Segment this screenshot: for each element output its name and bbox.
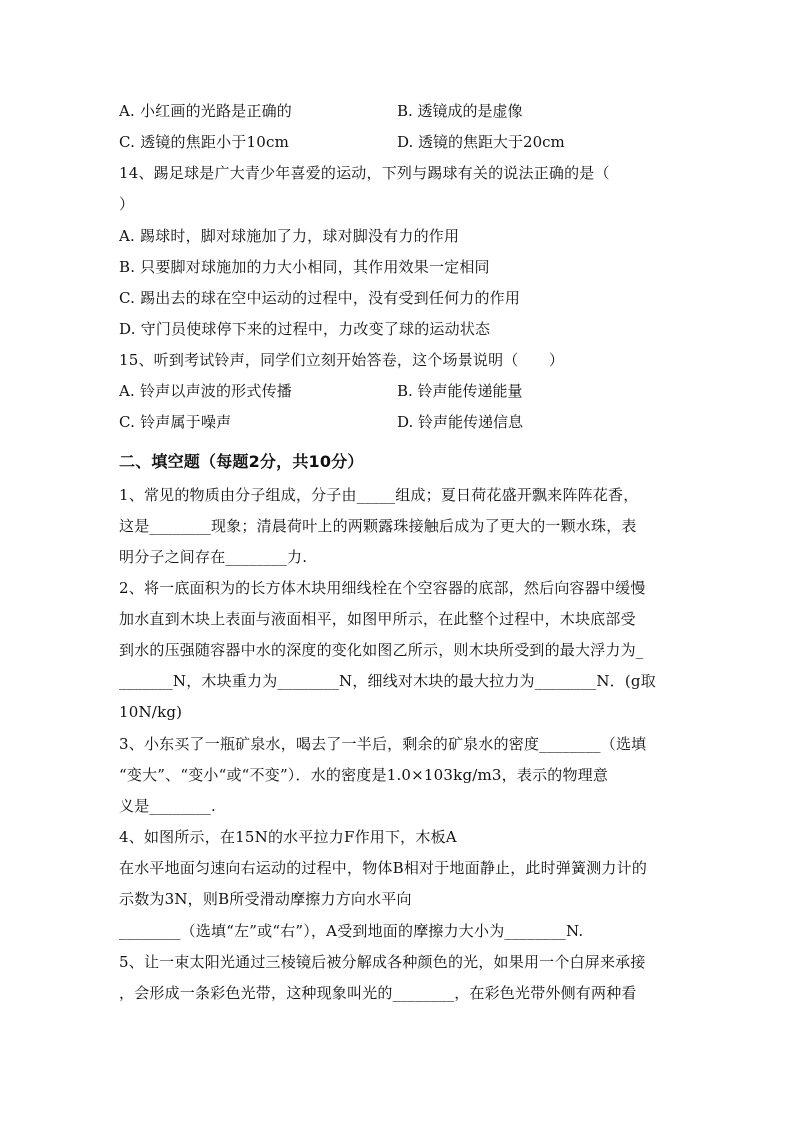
fill4-line3: 示数为3N，则B所受滑动摩擦力方向水平向 xyxy=(119,890,412,908)
fill5-line2: ，会形成一条彩色光带，这种现象叫光的________，在彩色光带外侧有两种看 xyxy=(119,984,637,1002)
q13-option-a: A. 小红画的光路是正确的 xyxy=(119,102,292,120)
q14-stem-line2: ） xyxy=(119,195,135,213)
fill5-line1: 5、让一束太阳光通过三棱镜后被分解成各种颜色的光，如果用一个白屏来承接 xyxy=(119,953,646,971)
section-heading: 二、填空题（每题2分，共10分） xyxy=(119,452,364,471)
fill2-line3: 到水的压强随容器中水的深度的变化如图乙所示，则木块所受到的最大浮力为_ xyxy=(119,641,644,659)
q15-option-d: D. 铃声能传递信息 xyxy=(397,413,524,431)
q13-option-d: D. 透镜的焦距大于20cm xyxy=(397,133,565,151)
fill2-line1: 2、将一底面积为的长方体木块用细线栓在个空容器的底部，然后向容器中缓慢 xyxy=(119,579,646,597)
fill4-line1: 4、如图所示，在15N的水平拉力F作用下，木板A xyxy=(119,828,457,846)
fill1-line3: 明分子之间存在________力. xyxy=(119,548,308,566)
fill2-line2: 加水直到木块上表面与液面相平，如图甲所示，在此整个过程中，木块底部受 xyxy=(119,610,636,628)
fill4-line4: ________（选填“左”或“右”），A受到地面的摩擦力大小为________N. xyxy=(119,922,584,940)
q13-option-c: C. 透镜的焦距小于10cm xyxy=(119,133,289,151)
q15-option-b: B. 铃声能传递能量 xyxy=(397,382,523,400)
fill2-line5: 10N/kg) xyxy=(119,703,183,721)
q14-option-d: D. 守门员使球停下来的过程中，力改变了球的运动状态 xyxy=(119,320,491,338)
q13-option-b: B. 透镜成的是虚像 xyxy=(397,102,523,120)
q15-option-a: A. 铃声以声波的形式传播 xyxy=(119,382,292,400)
q15-stem: 15、听到考试铃声，同学们立刻开始答卷，这个场景说明（ ） xyxy=(119,351,565,369)
fill1-line2: 这是________现象；清晨荷叶上的两颗露珠接触后成为了更大的一颗水珠，表 xyxy=(119,517,637,535)
q15-option-c: C. 铃声属于噪声 xyxy=(119,413,232,431)
q14-option-a: A. 踢球时，脚对球施加了力，球对脚没有力的作用 xyxy=(119,227,460,245)
q14-option-c: C. 踢出去的球在空中运动的过程中，没有受到任何力的作用 xyxy=(119,289,521,307)
q14-stem-line1: 14、踢足球是广大青少年喜爱的运动，下列与踢球有关的说法正确的是（ xyxy=(119,164,610,182)
fill3-line3: 义是________. xyxy=(119,797,216,815)
q14-option-b: B. 只要脚对球施加的力大小相同，其作用效果一定相同 xyxy=(119,258,490,276)
fill1-line1: 1、常见的物质由分子组成，分子由_____组成；夏日荷花盛开飘来阵阵花香， xyxy=(119,486,639,504)
fill2-line4: _______N，木块重力为________N，细线对木块的最大拉力为________N．(g取 xyxy=(119,672,656,690)
fill3-line2: “变大”、“变小“或“不变”）．水的密度是1.0×103kg/m3，表示的物理意 xyxy=(119,766,609,784)
fill3-line1: 3、小东买了一瓶矿泉水，喝去了一半后，剩余的矿泉水的密度________（选填 xyxy=(119,735,647,753)
fill4-line2: 在水平地面匀速向右运动的过程中，物体B相对于地面静止，此时弹簧测力计的 xyxy=(119,859,648,877)
